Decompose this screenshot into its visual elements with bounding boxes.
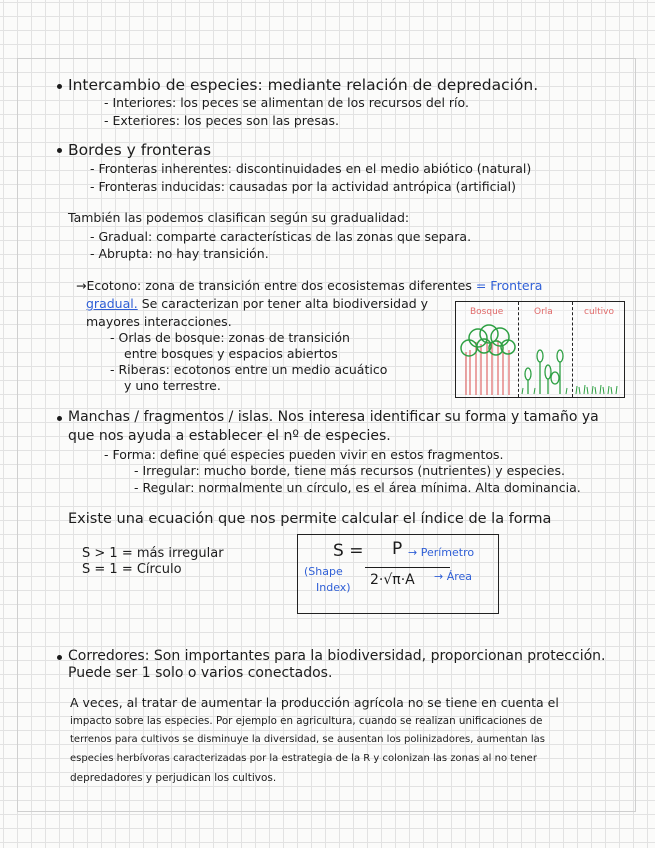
item-fronteras-inducidas: - Fronteras inducidas: causadas por la actividad antrópica (artificial) [90, 179, 516, 194]
heading-manchas: Manchas / fragmentos / islas. Nos interesa identificar su forma y tamaño ya [68, 409, 599, 425]
heading-intercambio: Intercambio de especies: mediante relación de depredación. [68, 76, 539, 94]
ecotono-caracterizan: Se caracterizan por tener alta biodiversidad y [141, 296, 429, 311]
item-exteriores: - Exteriores: los peces son las presas. [104, 113, 339, 128]
item-orlas: - Orlas de bosque: zonas de transición [110, 330, 350, 345]
text-gradualidad: También las podemos clasifican según su gradualidad: [68, 210, 410, 225]
label-bosque: Bosque [470, 307, 504, 317]
item-orlas-cont: entre bosques y espacios abiertos [124, 346, 338, 361]
paragraph-line: depredadores y perjudican los cultivos. [70, 772, 277, 784]
perimetro-note: → Perímetro [408, 546, 475, 559]
text-ecuacion: Existe una ecuación que nos permite calcular el índice de la forma [68, 511, 552, 527]
bullet-dot [57, 84, 62, 89]
paragraph-line: especies herbívoras caracterizadas por la estrategia de la R y colonizan las zonas al no tener [70, 753, 537, 764]
item-irregular: - Irregular: mucho borde, tiene más recursos (nutrientes) y especies. [134, 463, 565, 478]
bullet-dot [57, 148, 62, 153]
item-regular: - Regular: normalmente un círculo, es el área mínima. Alta dominancia. [134, 480, 581, 495]
ecotono-definition: →Ecotono: zona de transición entre dos ecosistemas diferentes [76, 278, 472, 293]
item-fronteras-inherentes: - Fronteras inherentes: discontinuidades en el medio abiótico (natural) [90, 161, 532, 176]
item-abrupta: - Abrupta: no hay transición. [90, 246, 269, 261]
item-forma: - Forma: define qué especies pueden vivir en estos fragmentos. [104, 447, 504, 462]
rule-circulo: S = 1 = Círculo [82, 562, 182, 577]
formula-numerator: P [392, 539, 403, 559]
fraction-bar [365, 567, 450, 568]
text-ecotono [76, 280, 542, 293]
item-riberas: - Riberas: ecotonos entre un medio acuático [110, 362, 388, 377]
bullet-dot [57, 655, 62, 660]
rule-irregular: S > 1 = más irregular [82, 546, 224, 561]
label-cultivo: cultivo [584, 307, 615, 317]
paragraph-line: terrenos para cultivos se disminuye la diversidad, se ausentan los polinizadores, aumentan las [70, 734, 545, 745]
text-ecotono-line2 [86, 298, 428, 311]
item-interiores: - Interiores: los peces se alimentan de los recursos del río. [104, 95, 469, 110]
formula-denominator: 2·√π·A [370, 572, 415, 588]
heading-corredores: Corredores: Son importantes para la biodiversidad, proporcionan protección. [68, 648, 606, 664]
gradual-highlight: gradual. [86, 296, 138, 311]
frontera-highlight: = Frontera [475, 278, 543, 293]
paragraph-line: A veces, al tratar de aumentar la producción agrícola no se tiene en cuenta el [70, 695, 559, 710]
item-riberas-cont: y uno terrestre. [124, 378, 221, 393]
area-note: → Área [434, 570, 473, 583]
ecotone-diagram [455, 301, 625, 398]
label-orla: Orla [534, 307, 553, 317]
heading-manchas-cont: que nos ayuda a establecer el nº de especies. [68, 428, 391, 444]
heading-corredores-cont: Puede ser 1 solo o varios conectados. [68, 665, 333, 681]
vegetation-drawing [456, 302, 624, 397]
heading-bordes: Bordes y fronteras [68, 141, 212, 159]
bullet-dot [57, 416, 62, 421]
shape-index-label: (Shape [304, 565, 343, 578]
shape-index-label-cont: Index) [316, 581, 351, 594]
item-gradual: - Gradual: comparte características de las zonas que separa. [90, 229, 472, 244]
formula-s: S = [333, 541, 364, 561]
text-mayores-interacciones: mayores interacciones. [86, 314, 232, 329]
paragraph-line: impacto sobre las especies. Por ejemplo en agricultura, cuando se realizan unificaciones de [70, 715, 543, 727]
